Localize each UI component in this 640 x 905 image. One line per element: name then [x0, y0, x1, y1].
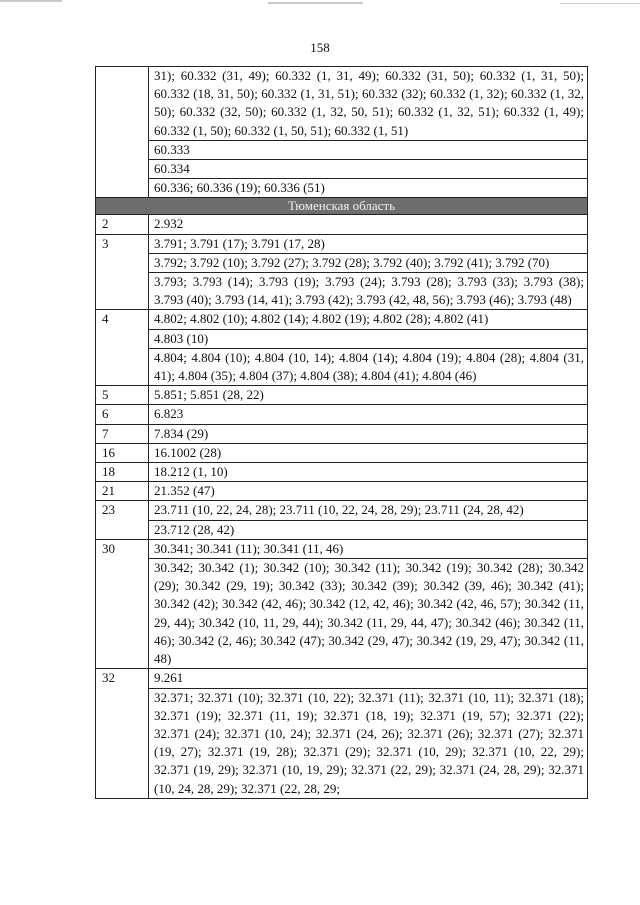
group-code-cell: 4 [96, 310, 149, 386]
codes-cell: 60.334 [149, 160, 588, 179]
group-code-cell: 32 [96, 669, 149, 798]
codes-cell: 30.342; 30.342 (1); 30.342 (10); 30.342 (11); 30.342 (19); 30.342 (28); 30.342 (29); 30.342 (29, 19); 30.342 (33); 30.342 (39); 30.342 (39, 46); 30.342 (41); 30.342 (42); 30.342 (42, 46); 30.342 (12, 42, 46); 30.342 (42, 46, 57); 30.342 (11, 29, 44); 30.342 (10, 11, 29, 44); 30.342 (11, 29, 44, 47); 30.342 (46); 30.342 (11, 46); 30.342 (2, 46); 30.342 (47); 30.342 (29, 47); 30.342 (19, 29, 47); 30.342 (11, 48) [149, 559, 588, 669]
codes-cell: 21.352 (47) [149, 482, 588, 501]
codes-cell: 60.333 [149, 140, 588, 159]
codes-cell: 3.792; 3.792 (10); 3.792 (27); 3.792 (28); 3.792 (40); 3.792 (41); 3.792 (70) [149, 253, 588, 272]
table-row [96, 539, 588, 558]
table-row [96, 559, 588, 669]
codes-cell: 60.336; 60.336 (19); 60.336 (51) [149, 179, 588, 198]
codes-cell: 9.261 [149, 669, 588, 688]
table-row [96, 520, 588, 539]
codes-cell: 30.341; 30.341 (11); 30.341 (11, 46) [149, 539, 588, 558]
table-row [96, 329, 588, 348]
codes-cell: 23.711 (10, 22, 24, 28); 23.711 (10, 22, 24, 28, 29); 23.711 (24, 28, 42) [149, 501, 588, 520]
codes-cell: 4.803 (10) [149, 329, 588, 348]
table-row [96, 215, 588, 234]
table-row [96, 67, 588, 141]
codes-cell: 16.1002 (28) [149, 443, 588, 462]
codes-cell: 18.212 (1, 10) [149, 463, 588, 482]
group-code-cell: 23 [96, 501, 149, 539]
codes-cell: 31); 60.332 (31, 49); 60.332 (1, 31, 49); 60.332 (31, 50); 60.332 (1, 31, 50); 60.332 (18, 31, 50); 60.332 (1, 31, 51); 60.332 (32); 60.332 (1, 32); 60.332 (1, 32, 50); 60.332 (32, 50); 60.332 (1, 32, 50, 51); 60.332 (1, 32, 51); 60.332 (1, 49); 60.332 (1, 50); 60.332 (1, 50, 51); 60.332 (1, 51) [149, 67, 588, 141]
table-row [96, 273, 588, 310]
scan-artifact [0, 0, 62, 2]
scan-artifact [560, 3, 640, 4]
code-table-body [96, 67, 588, 799]
table-row [96, 160, 588, 179]
group-code-cell: 16 [96, 443, 149, 462]
table-row [96, 253, 588, 272]
group-code-cell: 3 [96, 234, 149, 310]
group-code-cell: 6 [96, 405, 149, 424]
codes-cell: 7.834 (29) [149, 424, 588, 443]
table-row [96, 424, 588, 443]
group-code-cell [96, 67, 149, 198]
table-row [96, 310, 588, 329]
table-row [96, 405, 588, 424]
table-row [96, 443, 588, 462]
group-code-cell: 21 [96, 482, 149, 501]
group-code-cell: 18 [96, 463, 149, 482]
table-row [96, 140, 588, 159]
codes-cell: 2.932 [149, 215, 588, 234]
codes-cell: 32.371; 32.371 (10); 32.371 (10, 22); 32.371 (11); 32.371 (10, 11); 32.371 (18); 32.371 (19); 32.371 (11, 19); 32.371 (18, 19); 32.371 (19, 57); 32.371 (22); 32.371 (24); 32.371 (10, 24); 32.371 (24, 26); 32.371 (26); 32.371 (27); 32.371 (19, 27); 32.371 (19, 28); 32.371 (29); 32.371 (10, 29); 32.371 (10, 22, 29); 32.371 (19, 29); 32.371 (10, 19, 29); 32.371 (22, 29); 32.371 (24, 28, 29); 32.371 (10, 24, 28, 29); 32.371 (22, 28, 29; [149, 688, 588, 798]
scan-artifact [268, 2, 363, 4]
codes-cell: 6.823 [149, 405, 588, 424]
codes-cell: 4.804; 4.804 (10); 4.804 (10, 14); 4.804 (14); 4.804 (19); 4.804 (28); 4.804 (31, 41); 4.804 (35); 4.804 (37); 4.804 (38); 4.804 (41); 4.804 (46) [149, 348, 588, 385]
table-row [96, 501, 588, 520]
page-number: 158 [310, 40, 330, 55]
group-code-cell: 30 [96, 539, 149, 668]
group-code-cell: 2 [96, 215, 149, 234]
table-row [96, 482, 588, 501]
table-row [96, 179, 588, 198]
codes-cell: 5.851; 5.851 (28, 22) [149, 386, 588, 405]
table-row [96, 348, 588, 385]
codes-cell: 3.793; 3.793 (14); 3.793 (19); 3.793 (24); 3.793 (28); 3.793 (33); 3.793 (38); 3.793 (40); 3.793 (14, 41); 3.793 (42); 3.793 (42, 48, 56); 3.793 (46); 3.793 (48) [149, 273, 588, 310]
code-table [95, 66, 588, 799]
group-code-cell: 5 [96, 386, 149, 405]
region-header-row [96, 198, 588, 215]
table-row [96, 234, 588, 253]
table-row [96, 386, 588, 405]
codes-cell: 3.791; 3.791 (17); 3.791 (17, 28) [149, 234, 588, 253]
table-row [96, 463, 588, 482]
codes-cell: 23.712 (28, 42) [149, 520, 588, 539]
table-row [96, 688, 588, 798]
group-code-cell: 7 [96, 424, 149, 443]
region-title: Тюменская область [96, 198, 588, 215]
table-row [96, 669, 588, 688]
codes-cell: 4.802; 4.802 (10); 4.802 (14); 4.802 (19); 4.802 (28); 4.802 (41) [149, 310, 588, 329]
